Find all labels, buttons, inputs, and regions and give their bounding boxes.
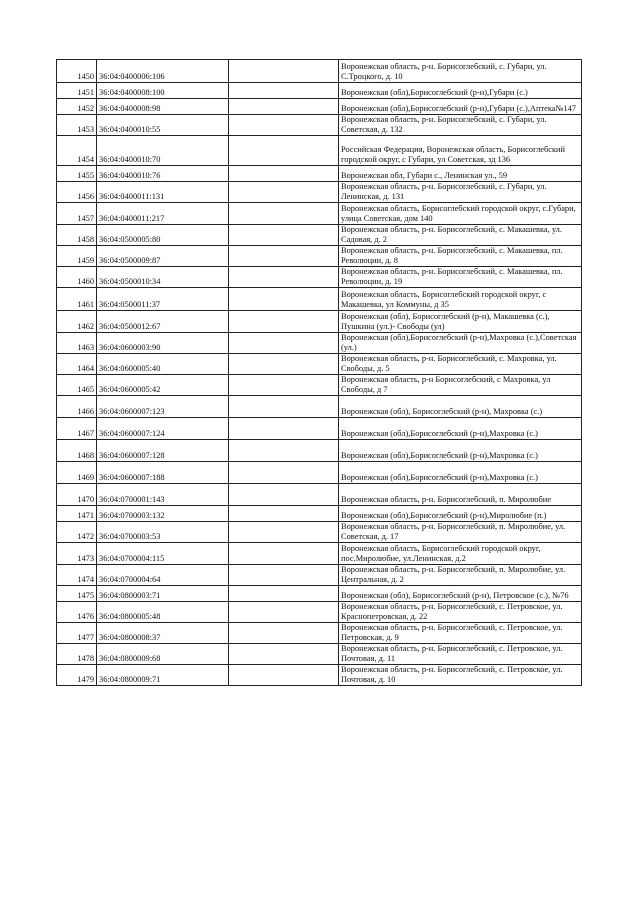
cadastral-number: 36:04:0400006:106 [97, 60, 229, 83]
cadastral-number: 36:04:0800003:71 [97, 586, 229, 602]
empty-cell [229, 267, 339, 288]
empty-cell [229, 115, 339, 136]
cadastral-number: 36:04:0500010:34 [97, 267, 229, 288]
cadastral-number: 36:04:0600003:90 [97, 333, 229, 354]
empty-cell [229, 644, 339, 665]
row-number: 1454 [57, 136, 97, 166]
cadastral-number: 36:04:0800009:71 [97, 665, 229, 686]
table-row [57, 60, 582, 83]
empty-cell [229, 506, 339, 522]
empty-cell [229, 333, 339, 354]
table-row [57, 288, 582, 311]
table-row [57, 484, 582, 506]
table-row [57, 543, 582, 565]
row-number: 1466 [57, 396, 97, 418]
address: Воронежская область, р-н Борисоглебский, с Махровка, ул Свободы, д 7 [339, 375, 582, 396]
table-row [57, 396, 582, 418]
cadastral-number: 36:04:0400011:131 [97, 182, 229, 203]
table-row [57, 375, 582, 396]
table-row [57, 354, 582, 375]
empty-cell [229, 354, 339, 375]
address: Воронежская область, р-н. Борисоглебский, с. Махровка, ул. Свободы, д. 5 [339, 354, 582, 375]
cadastral-number: 36:04:0600007:128 [97, 440, 229, 462]
row-number: 1475 [57, 586, 97, 602]
cadastral-number: 36:04:0400010:55 [97, 115, 229, 136]
address: Воронежская область, р-н. Борисоглебский, с. Макашевка, пл. Революции, д. 19 [339, 267, 582, 288]
row-number: 1451 [57, 83, 97, 99]
address: Воронежская (обл),Борисоглебский (р-н),Махровка (с.) [339, 462, 582, 484]
table-row [57, 203, 582, 225]
row-number: 1452 [57, 99, 97, 115]
empty-cell [229, 288, 339, 311]
cadastral-number: 36:04:0400010:76 [97, 166, 229, 182]
cadastral-number: 36:04:0700003:132 [97, 506, 229, 522]
address: Воронежская область, р-н. Борисоглебский, с. Губари, ул. Советская, д. 132 [339, 115, 582, 136]
address: Воронежская область, р-н. Борисоглебский, п. Миролюбие, ул. Советская, д. 17 [339, 522, 582, 543]
empty-cell [229, 311, 339, 333]
address: Воронежская область, р-н. Борисоглебский, с. Петровское, ул. Петровская, д. 9 [339, 623, 582, 644]
cadastral-number: 36:04:0500009:87 [97, 246, 229, 267]
table-row [57, 644, 582, 665]
empty-cell [229, 375, 339, 396]
cadastral-number: 36:04:0500005:80 [97, 225, 229, 246]
address: Воронежская область, р-н. Борисоглебский, с. Петровское, ул. Почтовая, д. 11 [339, 644, 582, 665]
cadastral-number: 36:04:0700004:64 [97, 565, 229, 586]
address: Воронежская (обл), Борисоглебский (р-н), Макашевка (с.), Пушкина (ул.)- Свободы (ул) [339, 311, 582, 333]
address: Воронежская (обл), Борисоглебский (р-н), Петровское (с.), №76 [339, 586, 582, 602]
row-number: 1462 [57, 311, 97, 333]
empty-cell [229, 462, 339, 484]
address: Воронежская область, р-н. Борисоглебский, с. Макашевка, пл. Революции, д. 8 [339, 246, 582, 267]
address: Воронежская (обл),Борисоглебский (р-н),Махровка (с.) [339, 440, 582, 462]
address: Воронежская область, р-н. Борисоглебский, с. Макашевка, ул. Садовая, д. 2 [339, 225, 582, 246]
table-row [57, 311, 582, 333]
row-number: 1474 [57, 565, 97, 586]
cadastral-number: 36:04:0700004:115 [97, 543, 229, 565]
empty-cell [229, 484, 339, 506]
address: Воронежская область, р-н. Борисоглебский, с. Губари, ул. Ленинская, д. 131 [339, 182, 582, 203]
row-number: 1453 [57, 115, 97, 136]
cadastral-number: 36:04:0800005:48 [97, 602, 229, 623]
cadastral-number: 36:04:0600007:123 [97, 396, 229, 418]
cadastral-number: 36:04:0700001:143 [97, 484, 229, 506]
row-number: 1478 [57, 644, 97, 665]
cadastral-number: 36:04:0400008:100 [97, 83, 229, 99]
row-number: 1457 [57, 203, 97, 225]
table-row [57, 333, 582, 354]
empty-cell [229, 396, 339, 418]
row-number: 1464 [57, 354, 97, 375]
address: Воронежская область, р-н. Борисоглебский, п. Миролюбие [339, 484, 582, 506]
empty-cell [229, 182, 339, 203]
row-number: 1450 [57, 60, 97, 83]
table-row [57, 462, 582, 484]
row-number: 1465 [57, 375, 97, 396]
address: Воронежская область, р-н. Борисоглебский, с. Губари, ул. С.Троцкого, д. 10 [339, 60, 582, 83]
empty-cell [229, 623, 339, 644]
empty-cell [229, 586, 339, 602]
empty-cell [229, 203, 339, 225]
row-number: 1470 [57, 484, 97, 506]
address: Воронежская обл, Губари с., Ленинская ул., 59 [339, 166, 582, 182]
row-number: 1461 [57, 288, 97, 311]
address: Воронежская (обл),Борисоглебский (р-н),Губари (с.),Аптека№147 [339, 99, 582, 115]
cadastral-number: 36:04:0800009:68 [97, 644, 229, 665]
table-row [57, 602, 582, 623]
cadastral-number: 36:04:0600007:124 [97, 418, 229, 440]
table-row [57, 99, 582, 115]
row-number: 1476 [57, 602, 97, 623]
row-number: 1471 [57, 506, 97, 522]
property-register-table [56, 59, 582, 686]
table-row [57, 623, 582, 644]
address: Воронежская область, р-н. Борисоглебский, п. Миролюбие, ул. Центральная, д. 2 [339, 565, 582, 586]
address: Воронежская область, Борисоглебский городской округ, пос.Миролюбие, ул.Ленинская, д.2 [339, 543, 582, 565]
cadastral-number: 36:04:0400008:98 [97, 99, 229, 115]
empty-cell [229, 522, 339, 543]
row-number: 1469 [57, 462, 97, 484]
address: Воронежская область, р-н. Борисоглебский, с. Петровское, ул. Краснопетровская, д. 22 [339, 602, 582, 623]
table-row [57, 440, 582, 462]
table-row [57, 115, 582, 136]
table-row [57, 506, 582, 522]
cadastral-number: 36:04:0600005:42 [97, 375, 229, 396]
empty-cell [229, 166, 339, 182]
table-row [57, 586, 582, 602]
empty-cell [229, 602, 339, 623]
cadastral-number: 36:04:0600007:188 [97, 462, 229, 484]
empty-cell [229, 60, 339, 83]
empty-cell [229, 440, 339, 462]
table-row [57, 225, 582, 246]
row-number: 1463 [57, 333, 97, 354]
cadastral-number: 36:04:0700003:53 [97, 522, 229, 543]
table-row [57, 136, 582, 166]
empty-cell [229, 246, 339, 267]
empty-cell [229, 83, 339, 99]
cadastral-number: 36:04:0400011:217 [97, 203, 229, 225]
table-row [57, 246, 582, 267]
address: Воронежская (обл), Борисоглебский (р-н), Махровка (с.) [339, 396, 582, 418]
table-row [57, 665, 582, 686]
register-rows [57, 60, 582, 686]
row-number: 1479 [57, 665, 97, 686]
address: Воронежская область, р-н. Борисоглебский, с. Петровское, ул. Почтовая, д. 10 [339, 665, 582, 686]
row-number: 1458 [57, 225, 97, 246]
empty-cell [229, 543, 339, 565]
row-number: 1468 [57, 440, 97, 462]
address: Воронежская (обл),Борисоглебский (р-н),Губари (с.) [339, 83, 582, 99]
table-row [57, 166, 582, 182]
address: Воронежская (обл),Борисоглебский (р-н),Махровка (с.) [339, 418, 582, 440]
table-row [57, 267, 582, 288]
row-number: 1456 [57, 182, 97, 203]
address: Воронежская область, Борисоглебский городской округ, с Макашевка, ул Коммуны, д 35 [339, 288, 582, 311]
table-row [57, 522, 582, 543]
row-number: 1455 [57, 166, 97, 182]
row-number: 1472 [57, 522, 97, 543]
address: Воронежская область, Борисоглебский городской округ, с.Губари, улица Советская, дом 140 [339, 203, 582, 225]
cadastral-number: 36:04:0500012:67 [97, 311, 229, 333]
empty-cell [229, 99, 339, 115]
empty-cell [229, 418, 339, 440]
row-number: 1477 [57, 623, 97, 644]
row-number: 1467 [57, 418, 97, 440]
row-number: 1460 [57, 267, 97, 288]
table-row [57, 418, 582, 440]
empty-cell [229, 225, 339, 246]
empty-cell [229, 665, 339, 686]
address: Воронежская (обл),Борисоглебский (р-н),Миролюбие (п.) [339, 506, 582, 522]
address: Российская Федерация, Воронежская область, Борисоглебский городской округ, с Губари, ул Советская, зд 136 [339, 136, 582, 166]
address: Воронежская (обл),Борисоглебский (р-н),Махровка (с.),Советская (ул.) [339, 333, 582, 354]
empty-cell [229, 136, 339, 166]
table-row [57, 182, 582, 203]
cadastral-number: 36:04:0800008:37 [97, 623, 229, 644]
cadastral-number: 36:04:0500011:37 [97, 288, 229, 311]
table-row [57, 83, 582, 99]
table-row [57, 565, 582, 586]
empty-cell [229, 565, 339, 586]
row-number: 1459 [57, 246, 97, 267]
cadastral-number: 36:04:0600005:40 [97, 354, 229, 375]
cadastral-number: 36:04:0400010:70 [97, 136, 229, 166]
row-number: 1473 [57, 543, 97, 565]
